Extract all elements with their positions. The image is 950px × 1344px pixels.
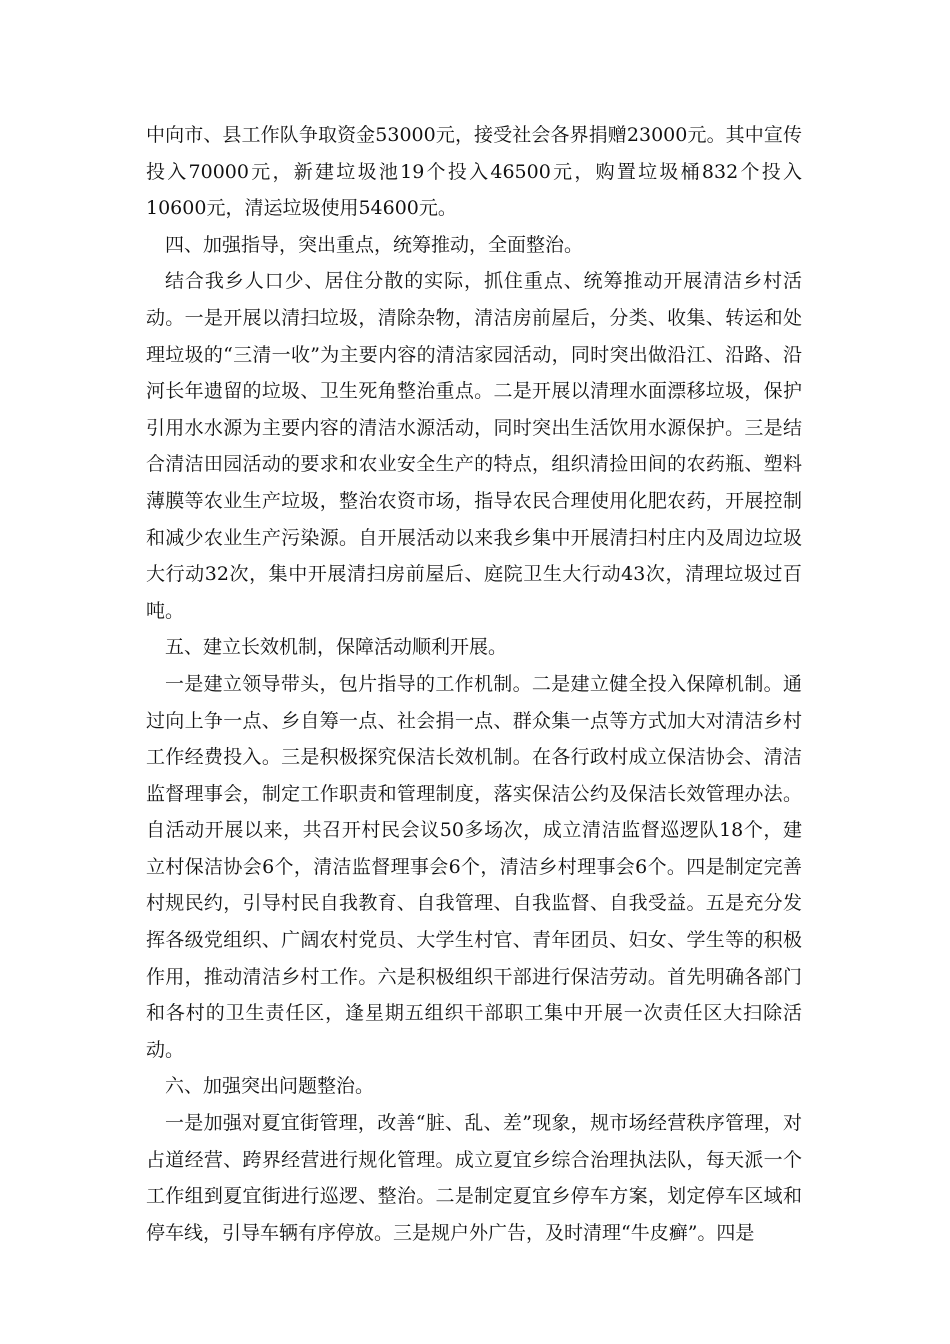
heading-section-six: 六、加强突出问题整治。: [165, 1075, 375, 1098]
paragraph-section-four: 结合我乡人口少、居住分散的实际，抓住重点、统筹推动开展清洁乡村活动。一是开展以清扫垃圾，清除杂物，清洁房前屋后，分类、收集、转运和处理垃圾的“三清一收”为主要内容的清洁家园活动，同时突出做沿江、沿路、沿河长年遗留的垃圾、卫生死角整治重点。二是开展以清理水面漂移垃圾，保护引用水水源为主要内容的清洁水源活动，同时突出生活饮用水源保护。三是结合清洁田园活动的要求和农业安全生产的特点，组织清捡田间的农药瓶、塑料薄膜等农业生产垃圾，整治农资市场，指导农民合理使用化肥农药，开展控制和减少农业生产污染源。自开展活动以来我乡集中开展清扫村庄内及周边垃圾大行动32次，集中开展清扫房前屋后、庭院卫生大行动43次，清理垃圾过百吨。: [146, 270, 802, 622]
heading-section-four: 四、加强指导，突出重点，统筹推动，全面整治。: [165, 233, 584, 256]
paragraph-section-six: 一是加强对夏宜街管理，改善“脏、乱、差”现象，规市场经营秩序管理，对占道经营、跨界经营进行规化管理。成立夏宜乡综合治理执法队，每天派一个工作组到夏宜街进行巡逻、整治。二是制定夏宜乡停车方案，划定停车区域和停车线，引导车辆有序停放。三是规户外广告，及时清理“牛皮癣”。四是: [146, 1112, 802, 1244]
document-body: [146, 117, 802, 1251]
paragraph-funding: 中向市、县工作队争取资金53000元，接受社会各界捐赠23000元。其中宣传投入70000元，新建垃圾池19个投入46500元，购置垃圾桶832个投入10600元，清运垃圾使用54600元。: [146, 124, 802, 220]
heading-section-five: 五、建立长效机制，保障活动顺利开展。: [165, 636, 508, 659]
paragraph-section-five: 一是建立领导带头，包片指导的工作机制。二是建立健全投入保障机制。通过向上争一点、乡自筹一点、社会捐一点、群众集一点等方式加大对清洁乡村工作经费投入。三是积极探究保洁长效机制。在各行政村成立保洁协会、清洁监督理事会，制定工作职责和管理制度，落实保洁公约及保洁长效管理办法。自活动开展以来，共召开村民会议50多场次，成立清洁监督巡逻队18个，建立村保洁协会6个，清洁监督理事会6个，清洁乡村理事会6个。四是制定完善村规民约，引导村民自我教育、自我管理、自我监督、自我受益。五是充分发挥各级党组织、广阔农村党员、大学生村官、青年团员、妇女、学生等的积极作用，推动清洁乡村工作。六是积极组织干部进行保洁劳动。首先明确各部门和各村的卫生责任区，逢星期五组织干部职工集中开展一次责任区大扫除活动。: [146, 672, 802, 1061]
